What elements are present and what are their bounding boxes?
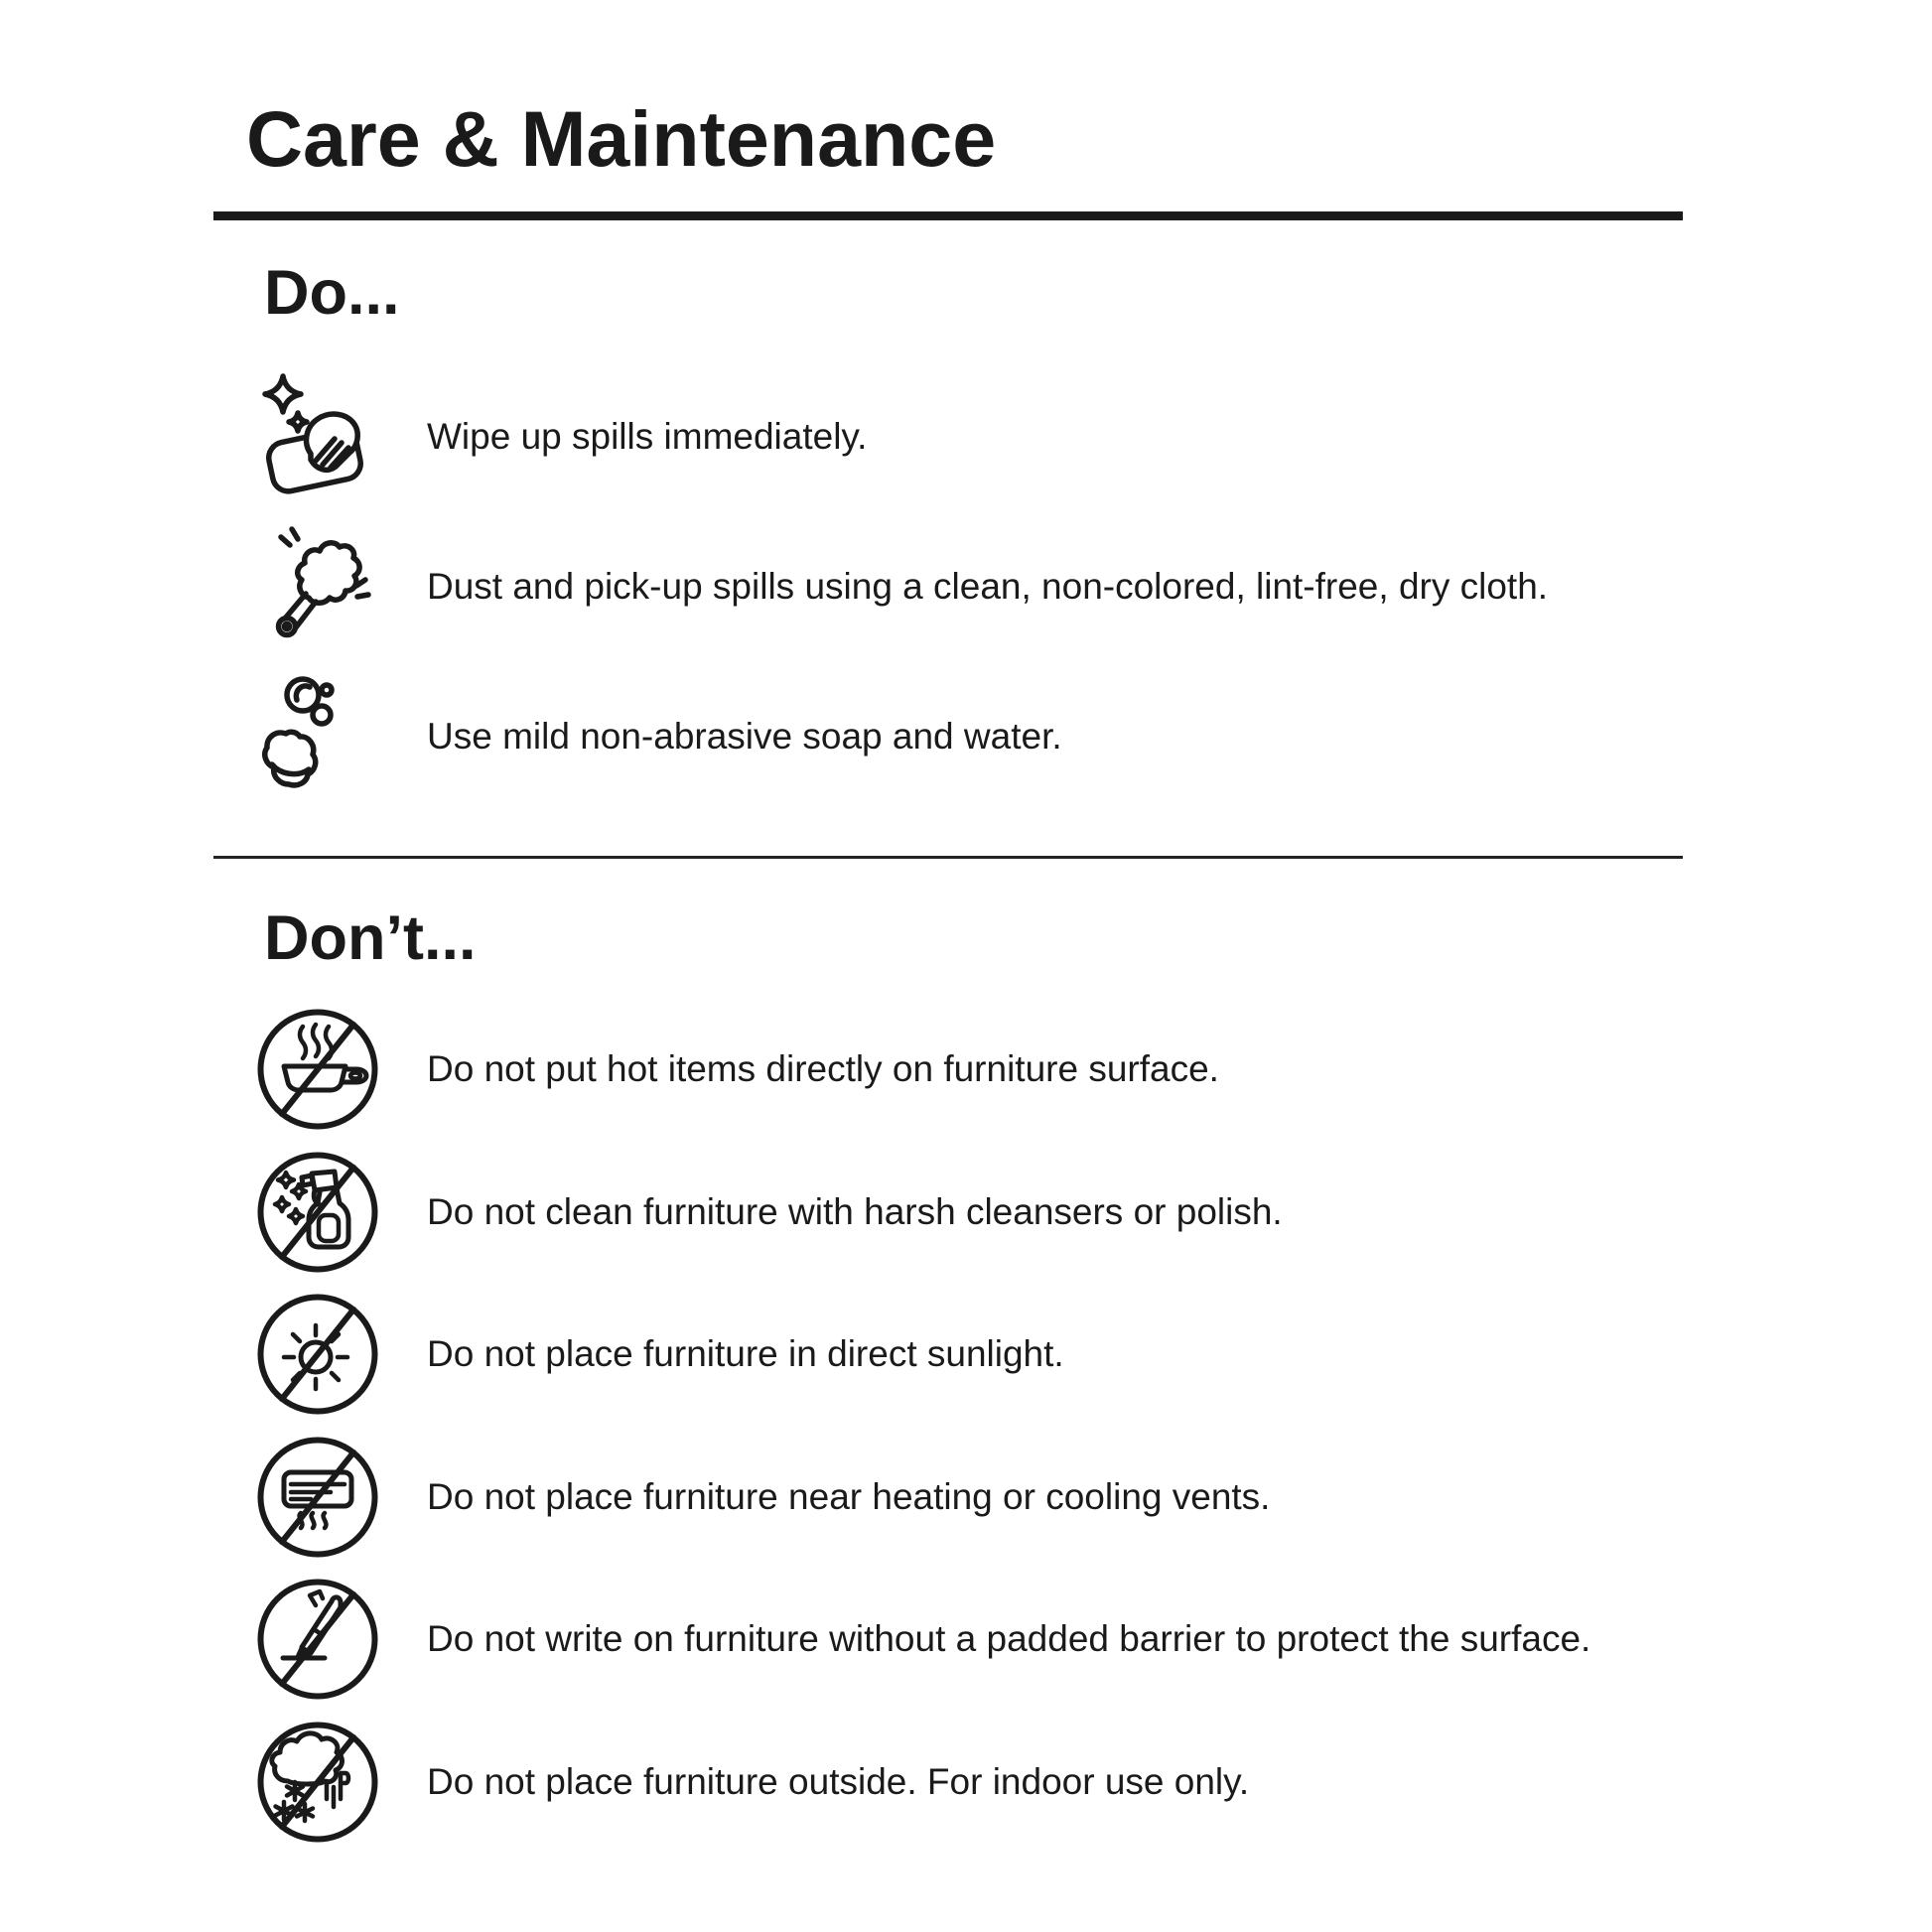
dont-item-hot [253, 1005, 1219, 1134]
no-harsh-cleansers-icon [253, 1148, 382, 1277]
dont-item-text: Do not place furniture near heating or cooling vents. [427, 1475, 1271, 1517]
do-item-text: Dust and pick-up spills using a clean, non-colored, lint-free, dry cloth. [427, 565, 1549, 607]
no-heating-cooling-vents-icon [253, 1433, 382, 1562]
no-writing-icon [253, 1575, 382, 1704]
do-item-soap [253, 672, 1062, 801]
dont-item-text: Do not write on furniture without a padded barrier to protect the surface. [427, 1617, 1591, 1659]
section-heading-dont: Don’t... [264, 903, 477, 973]
do-item-wipe [253, 372, 867, 501]
no-hot-items-icon [253, 1005, 382, 1134]
dont-item-text: Do not place furniture in direct sunlight. [427, 1332, 1064, 1374]
section-heading-do: Do... [264, 258, 400, 328]
dont-item-writing [253, 1575, 1590, 1704]
page-title: Care & Maintenance [246, 94, 997, 183]
title-divider [213, 211, 1683, 220]
dont-item-cleansers [253, 1148, 1283, 1277]
do-item-text: Use mild non-abrasive soap and water. [427, 715, 1062, 757]
dont-item-text: Do not place furniture outside. For indoor use only. [427, 1760, 1250, 1802]
do-item-text: Wipe up spills immediately. [427, 415, 868, 457]
no-outdoor-use-icon [253, 1718, 382, 1847]
soap-bubbles-icon [253, 672, 382, 801]
dont-item-text: Do not clean furniture with harsh cleansers or polish. [427, 1190, 1283, 1232]
feather-duster-icon [253, 522, 382, 651]
dont-item-text: Do not put hot items directly on furniture surface. [427, 1047, 1219, 1089]
dont-item-outdoors [253, 1718, 1249, 1847]
section-divider [213, 856, 1683, 859]
dont-item-vents [253, 1433, 1270, 1562]
no-direct-sunlight-icon [253, 1290, 382, 1419]
wipe-hand-icon [253, 372, 382, 501]
dont-item-sunlight [253, 1290, 1064, 1419]
do-item-dust [253, 522, 1548, 651]
